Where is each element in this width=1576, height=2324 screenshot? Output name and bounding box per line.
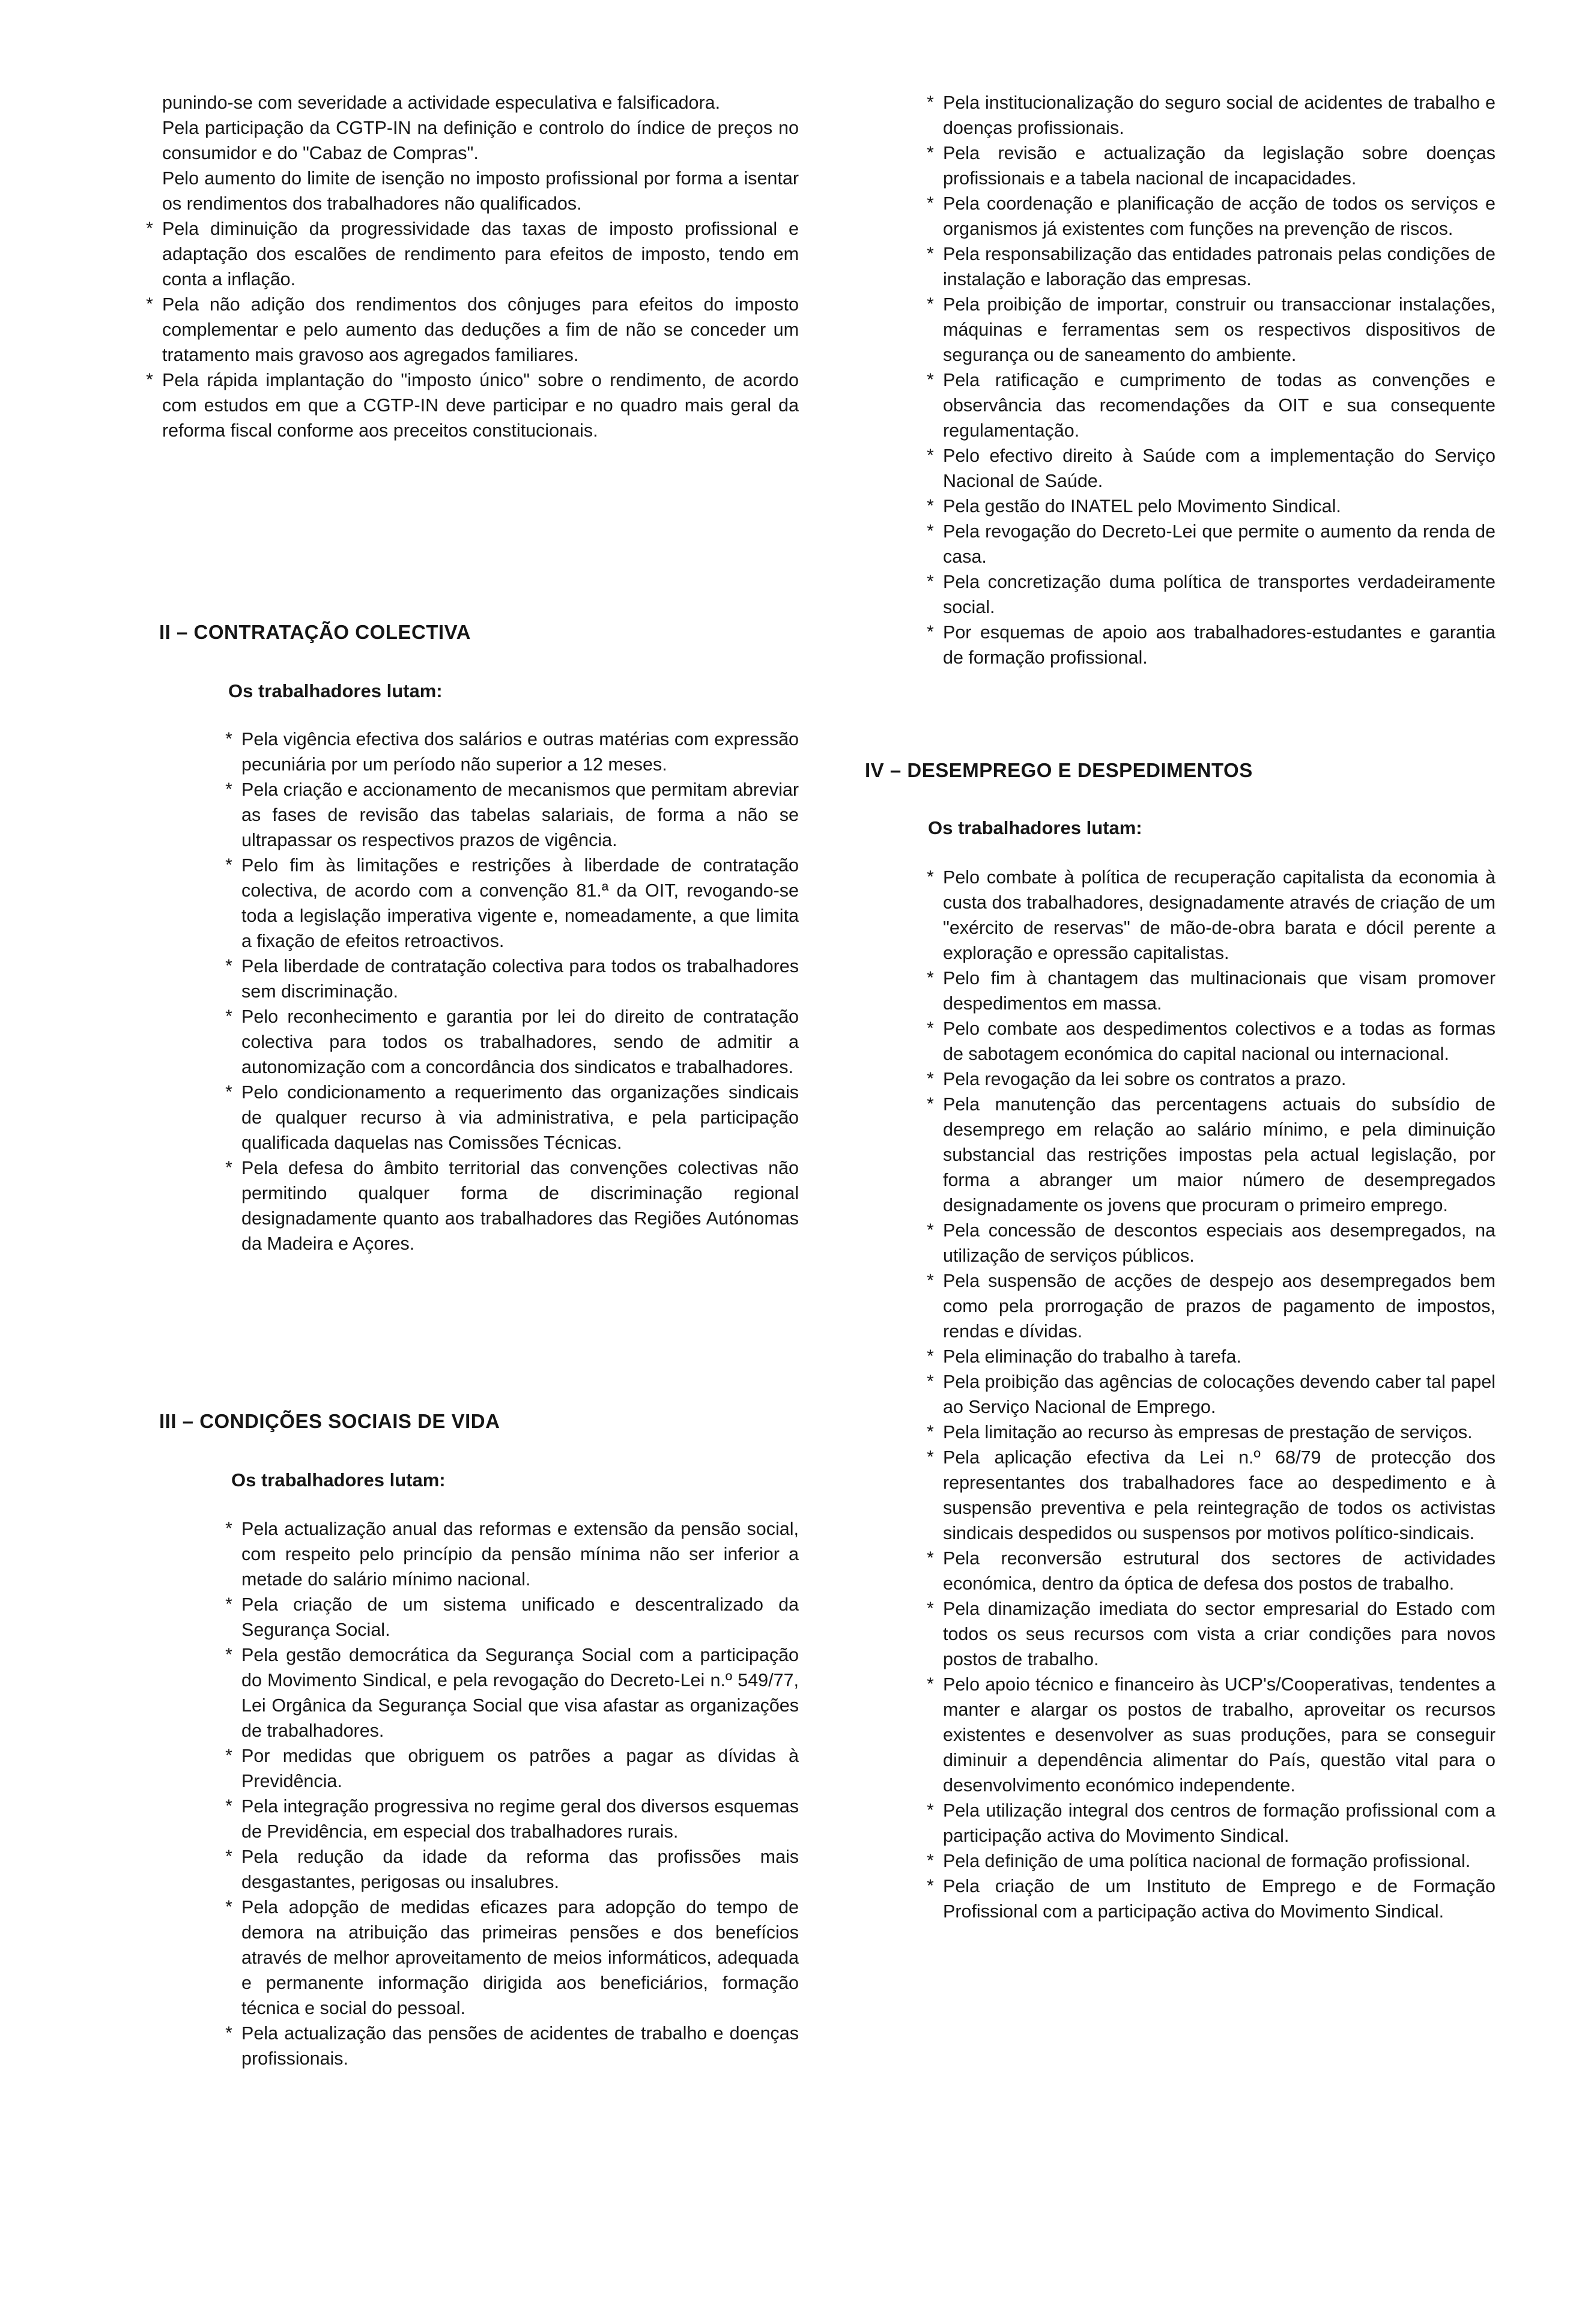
bullet-marker: * bbox=[927, 1447, 934, 1467]
bullet-marker: * bbox=[225, 779, 232, 799]
list-item bbox=[225, 1155, 799, 1256]
bullet-marker: * bbox=[927, 1220, 934, 1240]
item-text: Pela concretização duma política de transportes verdadeiramente social. bbox=[943, 572, 1496, 617]
list-item bbox=[927, 966, 1496, 1016]
section-heading-condicoes: III – CONDIÇÕES SOCIAIS DE VIDA bbox=[159, 1410, 500, 1432]
item-text: Pelo reconhecimento e garantia por lei do direito de contratação colectiva para todos os trabalhadores, sendo de admitir a autonomização com a concordância dos sindicatos e trabalhadores. bbox=[241, 1006, 799, 1077]
list-item bbox=[927, 1344, 1496, 1369]
list-item bbox=[927, 569, 1496, 620]
bullet-marker: * bbox=[225, 729, 232, 749]
bullet-marker: * bbox=[927, 294, 934, 314]
bullet-marker: * bbox=[927, 572, 934, 592]
bullet-marker: * bbox=[225, 956, 232, 976]
list-item bbox=[927, 1420, 1496, 1445]
item-text: Pela responsabilização das entidades patronais pelas condições de instalação e laboração das empresas. bbox=[943, 244, 1496, 289]
list-item bbox=[927, 620, 1496, 670]
item-text: Pela revogação da lei sobre os contratos a prazo. bbox=[943, 1069, 1347, 1089]
list-item bbox=[927, 443, 1496, 494]
section-subheading: Os trabalhadores lutam: bbox=[231, 1469, 446, 1490]
item-text: Pela gestão do INATEL pelo Movimento Sindical. bbox=[943, 496, 1341, 516]
list-item bbox=[927, 1092, 1496, 1218]
item-text: Pela utilização integral dos centros de formação profissional com a participação activa do Movimento Sindical. bbox=[943, 1800, 1496, 1846]
bullet-marker: * bbox=[146, 294, 153, 314]
bullet-marker: * bbox=[225, 1519, 232, 1539]
intro-paragraph bbox=[146, 368, 799, 443]
item-text: Pelo condicionamento a requerimento das organizações sindicais de qualquer recurso à via administrativa, e pela participação qualificada daquelas nas Comissões Técnicas. bbox=[241, 1082, 799, 1153]
bullet-marker: * bbox=[225, 1645, 232, 1665]
bullet-marker: * bbox=[146, 219, 153, 238]
bullet-marker: * bbox=[927, 968, 934, 988]
list-item bbox=[927, 90, 1496, 141]
list-item bbox=[225, 2021, 799, 2071]
bullet-marker: * bbox=[927, 622, 934, 642]
intro-paragraph: Pela participação da CGTP-IN na definição e controlo do índice de preços no consumidor e do "Cabaz de Compras". bbox=[162, 118, 799, 163]
intro-paragraph bbox=[146, 292, 799, 368]
bullet-marker: * bbox=[225, 1006, 232, 1026]
bullet-marker: * bbox=[146, 370, 153, 390]
list-item bbox=[927, 141, 1496, 191]
intro-paragraph: punindo-se com severidade a actividade especulativa e falsificadora. bbox=[162, 92, 721, 113]
section-subheading: Os trabalhadores lutam: bbox=[928, 817, 1142, 838]
item-text: Pela não adição dos rendimentos dos cônjuges para efeitos do imposto complementar e pelo aumento das deduções a fim de não se conceder um tratamento mais gravoso aos agregados familiares. bbox=[162, 294, 799, 365]
item-text: Pela manutenção das percentagens actuais do subsídio de desemprego em relação ao salário mínimo, e pela diminuição substancial das restrições impostas pela actual legislação, por forma a abranger um maior número de desempregados designadamente os jovens que procuram o primeiro emprego. bbox=[943, 1094, 1496, 1215]
bullet-marker: * bbox=[225, 1897, 232, 1917]
item-text: Pela gestão democrática da Segurança Social com a participação do Movimento Sindical, e pela revogação do Decreto-Lei n.º 549/77, Lei Orgânica da Segurança Social que visa afastar as organizações de trabalhadores. bbox=[241, 1645, 799, 1741]
list-item bbox=[927, 1369, 1496, 1420]
list-item bbox=[927, 865, 1496, 966]
item-text: Pela definição de uma política nacional de formação profissional. bbox=[943, 1851, 1471, 1871]
list-item bbox=[225, 853, 799, 954]
item-text: Pela criação de um sistema unificado e descentralizado da Segurança Social. bbox=[241, 1594, 799, 1640]
section-subheading: Os trabalhadores lutam: bbox=[228, 680, 443, 701]
list-item bbox=[927, 368, 1496, 443]
bullet-marker: * bbox=[927, 1372, 934, 1391]
item-text: Pelo combate à política de recuperação capitalista da economia à custa dos trabalhadores, designadamente através de criação de um "exército de reservas" de mão-de-obra barata e dócil perente a exploração e opressão capitalistas. bbox=[943, 867, 1496, 963]
bullet-marker: * bbox=[927, 1876, 934, 1896]
list-item bbox=[225, 777, 799, 853]
item-text: Pela actualização anual das reformas e extensão da pensão social, com respeito pelo princípio da pensão mínima não ser inferior a metade do salário mínimo nacional. bbox=[241, 1519, 799, 1590]
bullet-marker: * bbox=[927, 1548, 934, 1568]
list-item bbox=[927, 1445, 1496, 1546]
list-item bbox=[927, 191, 1496, 241]
item-text: Pelo efectivo direito à Saúde com a implementação do Serviço Nacional de Saúde. bbox=[943, 446, 1496, 491]
bullet-marker: * bbox=[927, 193, 934, 213]
section-heading-desemprego: IV – DESEMPREGO E DESPEDIMENTOS bbox=[865, 759, 1253, 781]
section-2-list bbox=[225, 727, 799, 1256]
bullet-marker: * bbox=[927, 1851, 934, 1871]
left-intro bbox=[146, 90, 799, 443]
bullet-marker: * bbox=[225, 1158, 232, 1178]
intro-paragraph bbox=[146, 216, 799, 292]
list-item bbox=[225, 1592, 799, 1642]
list-item bbox=[927, 1067, 1496, 1092]
item-text: Pela dinamização imediata do sector empresarial do Estado com todos os seus recursos com vista a criar condições para novos postos de trabalho. bbox=[943, 1599, 1496, 1669]
item-text: Pelo fim às limitações e restrições à liberdade de contratação colectiva, de acordo com a convenção 81.ª da OIT, revogando-se toda a legislação imperativa vigente e, nomeadamente, a que limita a fixação de efeitos retroactivos. bbox=[241, 855, 799, 951]
item-text: Pela actualização das pensões de acidentes de trabalho e doenças profissionais. bbox=[241, 2023, 799, 2069]
list-item bbox=[225, 1642, 799, 1743]
item-text: Por medidas que obriguem os patrões a pagar as dívidas à Previdência. bbox=[241, 1746, 799, 1791]
section-3-list bbox=[225, 1516, 799, 2071]
item-text: Pela proibição das agências de colocações devendo caber tal papel ao Serviço Nacional de Emprego. bbox=[943, 1372, 1496, 1417]
bullet-marker: * bbox=[927, 1271, 934, 1291]
list-item bbox=[927, 1218, 1496, 1268]
list-item bbox=[927, 494, 1496, 519]
bullet-marker: * bbox=[225, 1746, 232, 1766]
bullet-marker: * bbox=[927, 1800, 934, 1820]
list-item bbox=[927, 1596, 1496, 1672]
bullet-marker: * bbox=[927, 244, 934, 264]
list-item bbox=[225, 1080, 799, 1155]
bullet-marker: * bbox=[225, 1594, 232, 1614]
item-text: Pela redução da idade da reforma das profissões mais desgastantes, perigosas ou insalubres. bbox=[241, 1847, 799, 1892]
item-text: Pela revisão e actualização da legislação sobre doenças profissionais e a tabela nacional de incapacidades. bbox=[943, 143, 1496, 189]
bullet-marker: * bbox=[927, 1346, 934, 1366]
item-text: Pela adopção de medidas eficazes para adopção do tempo de demora na atribuição das primeiras pensões e dos benefícios através de melhor aproveitamento de meios informáticos, adequada e permanente informação dirigida aos beneficiários, formação técnica e social do pessoal. bbox=[241, 1897, 799, 2018]
list-item bbox=[225, 1794, 799, 1844]
bullet-marker: * bbox=[225, 2023, 232, 2043]
bullet-marker: * bbox=[927, 1422, 934, 1442]
item-text: Pela institucionalização do seguro social de acidentes de trabalho e doenças profissionais. bbox=[943, 92, 1496, 138]
list-item bbox=[927, 1268, 1496, 1344]
bullet-marker: * bbox=[225, 1082, 232, 1102]
section-4-list bbox=[927, 865, 1496, 1924]
bullet-marker: * bbox=[225, 1796, 232, 1816]
list-item bbox=[225, 727, 799, 777]
bullet-marker: * bbox=[927, 1069, 934, 1089]
list-item bbox=[225, 1844, 799, 1895]
item-text: Pela limitação ao recurso às empresas de prestação de serviços. bbox=[943, 1422, 1473, 1442]
item-text: Pela diminuição da progressividade das taxas de imposto profissional e adaptação dos escalões de rendimento para efeitos de imposto, tendo em conta a inflação. bbox=[162, 219, 799, 289]
list-item bbox=[927, 1874, 1496, 1924]
bullet-marker: * bbox=[225, 855, 232, 875]
item-text: Por esquemas de apoio aos trabalhadores-estudantes e garantia de formação profissional. bbox=[943, 622, 1496, 668]
section-heading-contratacao: II – CONTRATAÇÃO COLECTIVA bbox=[159, 621, 471, 643]
item-text: Pela aplicação efectiva da Lei n.º 68/79 de protecção dos representantes dos trabalhadores face ao despedimento e à suspensão preventiva e pela reintegração de todos os activistas sindicais despedidos ou suspensos por motivos político-sindicais. bbox=[943, 1447, 1496, 1543]
list-item bbox=[927, 1016, 1496, 1067]
list-item bbox=[225, 1895, 799, 2021]
item-text: Pelo apoio técnico e financeiro às UCP's/Cooperativas, tendentes a manter e alargar os postos de trabalho, aproveitar os recursos existentes e desenvolver as suas produções, para se conseguir diminuir a dependência alimentar do País, questão vital para o desenvolvimento económico independente. bbox=[943, 1674, 1496, 1796]
item-text: Pela liberdade de contratação colectiva para todos os trabalhadores sem discriminação. bbox=[241, 956, 799, 1002]
list-item bbox=[927, 1672, 1496, 1798]
item-text: Pela rápida implantação do "imposto único" sobre o rendimento, de acordo com estudos em que a CGTP-IN deve participar e no quadro mais geral da reforma fiscal conforme aos preceitos constitucionais. bbox=[162, 370, 799, 441]
list-item bbox=[927, 1848, 1496, 1874]
bullet-marker: * bbox=[927, 1018, 934, 1038]
item-text: Pela revogação do Decreto-Lei que permite o aumento da renda de casa. bbox=[943, 521, 1496, 567]
bullet-marker: * bbox=[927, 1599, 934, 1618]
bullet-marker: * bbox=[927, 521, 934, 541]
item-text: Pelo combate aos despedimentos colectivos e a todas as formas de sabotagem económica do capital nacional ou internacional. bbox=[943, 1018, 1496, 1064]
list-item bbox=[927, 1546, 1496, 1596]
list-item bbox=[225, 1516, 799, 1592]
item-text: Pela coordenação e planificação de acção de todos os serviços e organismos já existentes com funções na prevenção de riscos. bbox=[943, 193, 1496, 239]
list-item bbox=[927, 292, 1496, 368]
item-text: Pela criação de um Instituto de Emprego e de Formação Profissional com a participação activa do Movimento Sindical. bbox=[943, 1876, 1496, 1922]
item-text: Pela integração progressiva no regime geral dos diversos esquemas de Previdência, em especial dos trabalhadores rurais. bbox=[241, 1796, 799, 1842]
item-text: Pela proibição de importar, construir ou transaccionar instalações, máquinas e ferramentas sem os respectivos dispositivos de segurança ou de saneamento do ambiente. bbox=[943, 294, 1496, 365]
item-text: Pela concessão de descontos especiais aos desempregados, na utilização de serviços públicos. bbox=[943, 1220, 1496, 1266]
item-text: Pela reconversão estrutural dos sectores de actividades económica, dentro da óptica de defesa dos postos de trabalho. bbox=[943, 1548, 1496, 1594]
bullet-marker: * bbox=[927, 92, 934, 112]
list-item bbox=[225, 1004, 799, 1080]
bullet-marker: * bbox=[927, 370, 934, 390]
bullet-marker: * bbox=[927, 446, 934, 465]
item-text: Pela defesa do âmbito territorial das convenções colectivas não permitindo qualquer forma de discriminação regional designadamente quanto aos trabalhadores das Regiões Autónomas da Madeira e Açores. bbox=[241, 1158, 799, 1254]
list-item bbox=[225, 954, 799, 1004]
item-text: Pela ratificação e cumprimento de todas as convenções e observância das recomendações da OIT e sua consequente regulamentação. bbox=[943, 370, 1496, 441]
item-text: Pela eliminação do trabalho à tarefa. bbox=[943, 1346, 1241, 1367]
bullet-marker: * bbox=[927, 1674, 934, 1694]
intro-paragraph: Pelo aumento do limite de isenção no imposto profissional por forma a isentar os rendimentos dos trabalhadores não qualificados. bbox=[162, 168, 799, 214]
item-text: Pela suspensão de acções de despejo aos desempregados bem como pela prorrogação de prazos de pagamento de impostos, rendas e dívidas. bbox=[943, 1271, 1496, 1342]
list-item bbox=[927, 1798, 1496, 1848]
item-text: Pelo fim à chantagem das multinacionais que visam promover despedimentos em massa. bbox=[943, 968, 1496, 1014]
list-item bbox=[225, 1743, 799, 1794]
list-item bbox=[927, 241, 1496, 292]
right-intro bbox=[927, 90, 1496, 670]
bullet-marker: * bbox=[927, 496, 934, 516]
item-text: Pela vigência efectiva dos salários e outras matérias com expressão pecuniária por um período não superior a 12 meses. bbox=[241, 729, 799, 775]
bullet-marker: * bbox=[927, 143, 934, 163]
list-item bbox=[927, 519, 1496, 569]
bullet-marker: * bbox=[225, 1847, 232, 1866]
bullet-marker: * bbox=[927, 1094, 934, 1114]
bullet-marker: * bbox=[927, 867, 934, 887]
item-text: Pela criação e accionamento de mecanismos que permitam abreviar as fases de revisão das tabelas salariais, de forma a não se ultrapassar os respectivos prazos de vigência. bbox=[241, 779, 799, 850]
